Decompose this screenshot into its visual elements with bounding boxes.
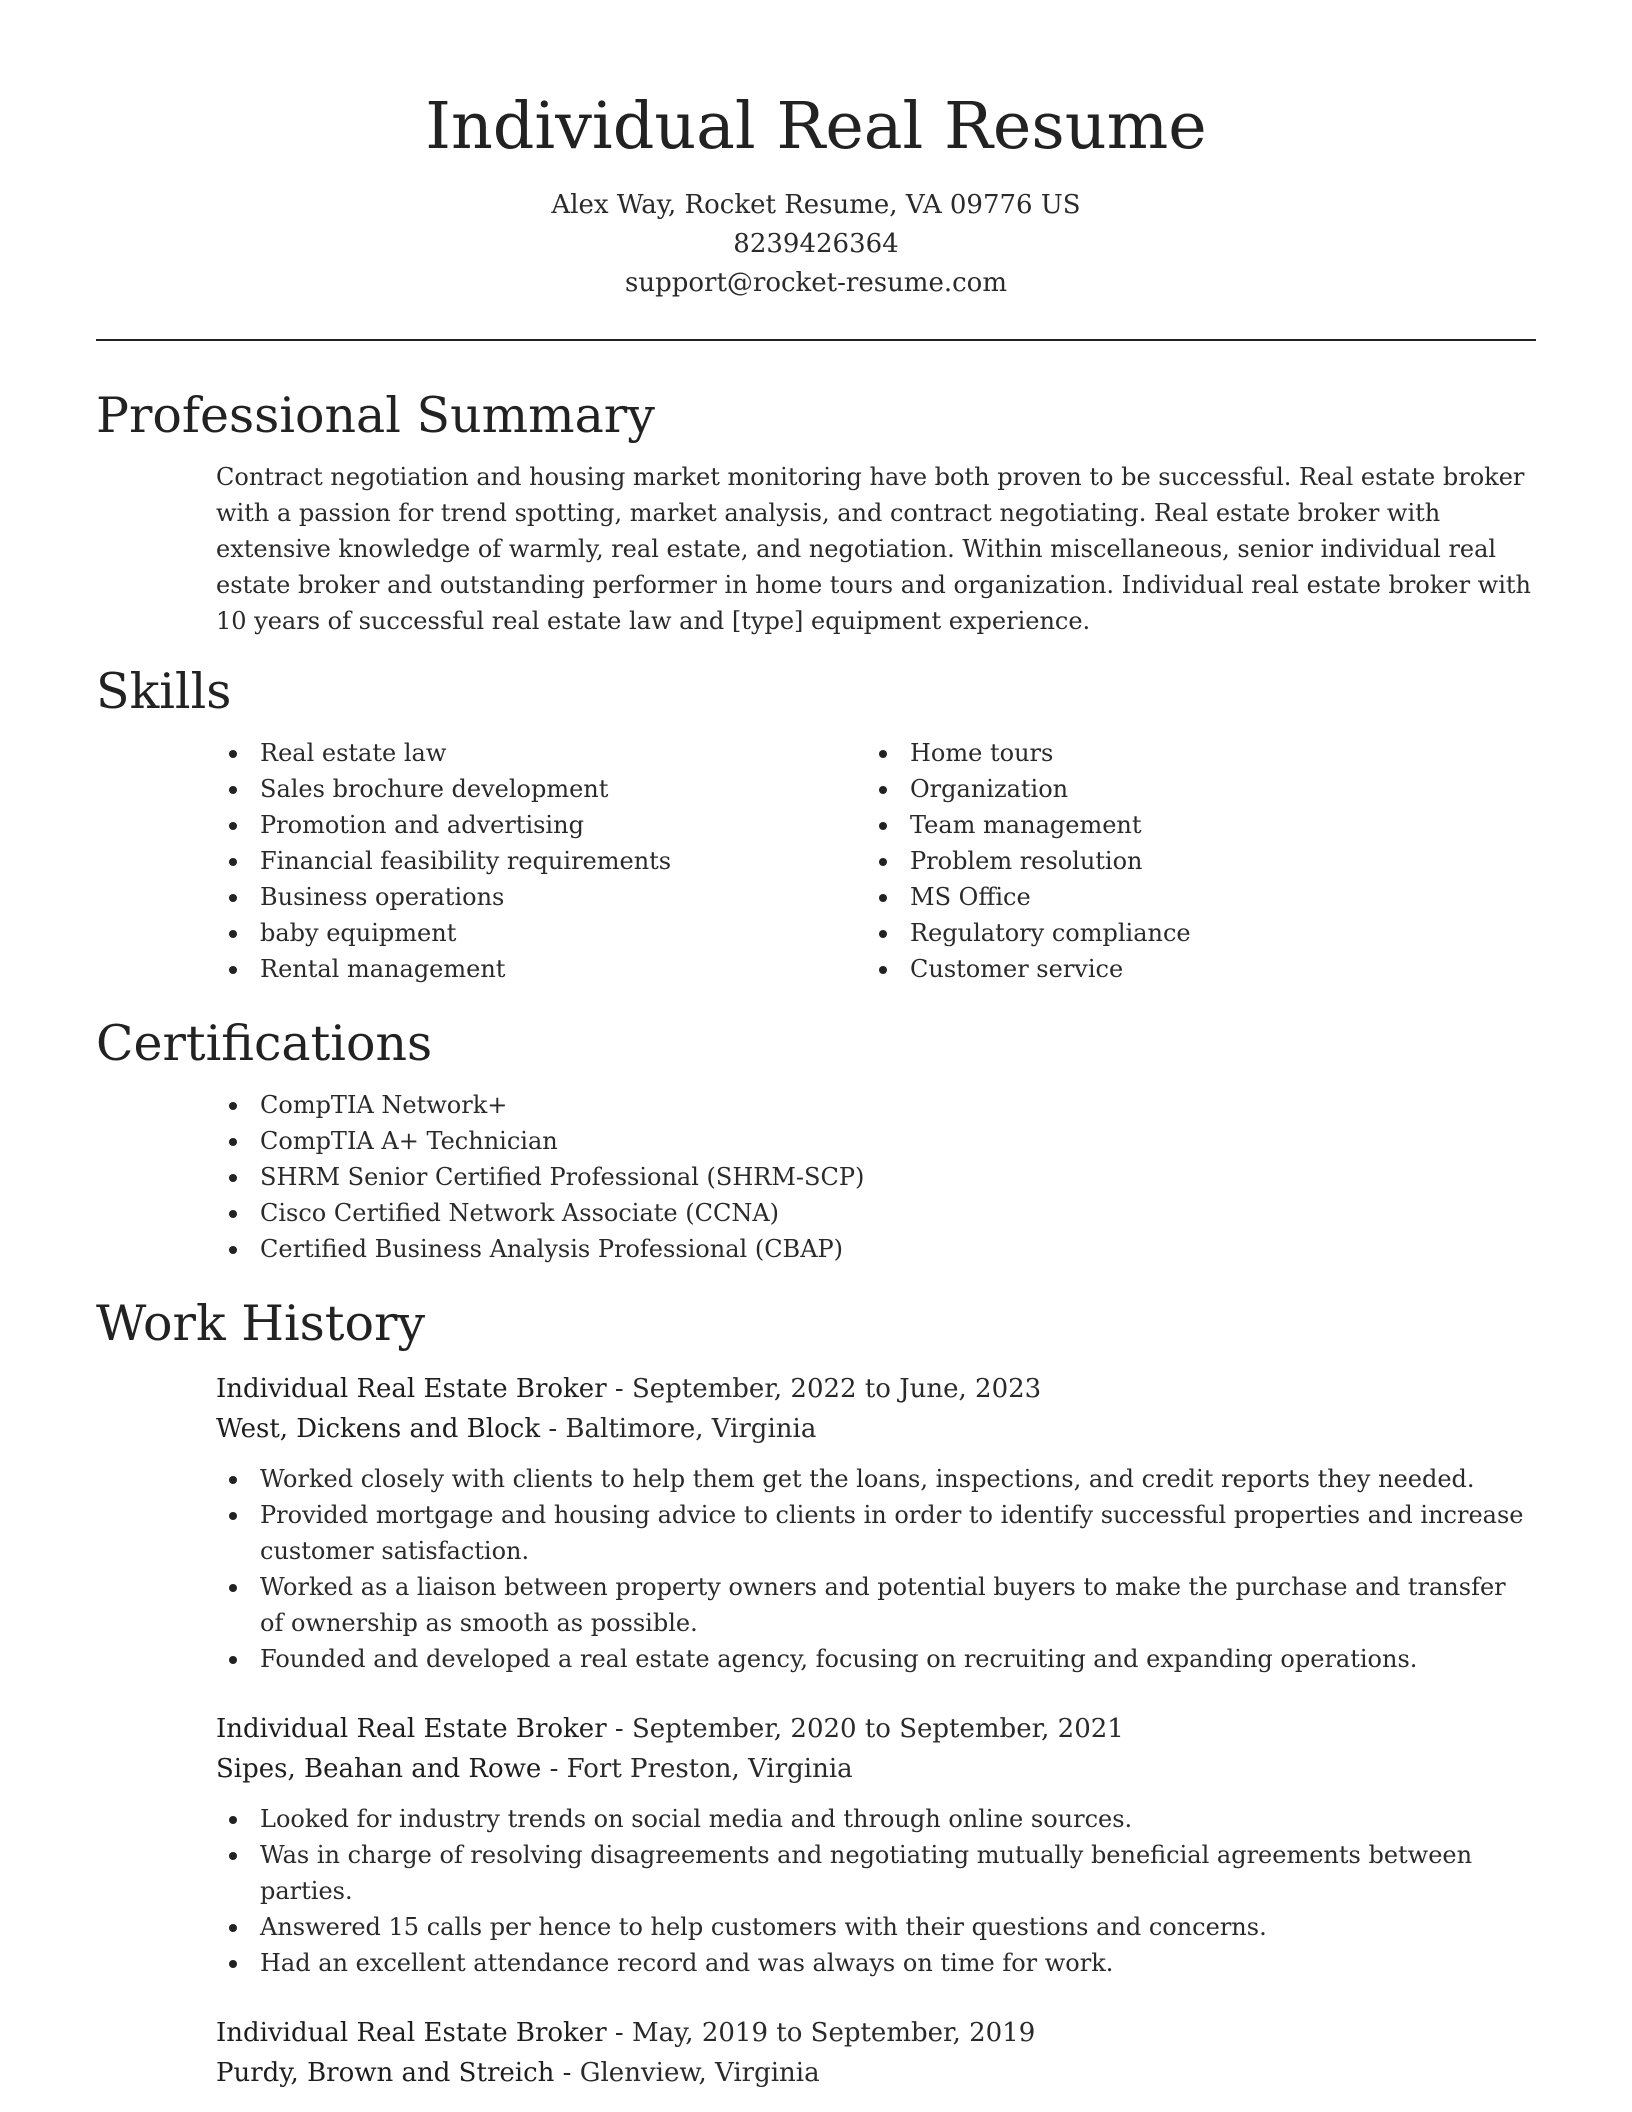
contact-email: support@rocket-resume.com	[624, 268, 1007, 298]
certification-item: CompTIA Network+	[216, 1087, 1536, 1123]
job-company-line: West, Dickens and Block - Baltimore, Virginia	[216, 1414, 817, 1444]
work-history-heading: Work History	[96, 1295, 426, 1352]
job-location: Glenview, Virginia	[579, 2058, 820, 2088]
resume-title: Individual Real Resume	[425, 89, 1207, 164]
job-bullets	[216, 1801, 1536, 1981]
header-divider	[96, 339, 1536, 341]
skill-item: Problem resolution	[866, 843, 1466, 879]
job-bullet: Worked as a liaison between property owners and potential buyers to make the purchase and transfer of ownership as smooth as possible.	[216, 1569, 1536, 1641]
job-bullet: Was in charge of resolving disagreements and negotiating mutually beneficial agreements between parties.	[216, 1837, 1536, 1909]
skills-heading: Skills	[96, 663, 232, 720]
skill-item: baby equipment	[216, 915, 866, 951]
skill-item: Rental management	[216, 951, 866, 987]
resume-header	[96, 0, 1536, 303]
job-company-line: Sipes, Beahan and Rowe - Fort Preston, Virginia	[216, 1754, 853, 1784]
job-bullets	[216, 1461, 1536, 1677]
certification-item: Certified Business Analysis Professional (CBAP)	[216, 1231, 1536, 1267]
job-company: West, Dickens and Block	[216, 1414, 541, 1444]
job-dates: September, 2022 to June, 2023	[631, 1374, 1042, 1404]
summary-section	[96, 381, 1536, 639]
skill-item: Sales brochure development	[216, 771, 866, 807]
skill-item: Home tours	[866, 735, 1466, 771]
skill-item: Organization	[866, 771, 1466, 807]
certifications-list	[216, 1087, 1536, 1267]
job-bullet: Provided mortgage and housing advice to clients in order to identify successful properties and increase customer satisfaction.	[216, 1497, 1536, 1569]
skills-list-right	[866, 735, 1466, 987]
summary-text: Contract negotiation and housing market monitoring have both proven to be successful. Real estate broker with a passion for trend spotting, market analysis, and contract negotiating. Real estate broker with extensive knowledge of warmly, real estate, and negotiation. Within miscellaneous, senior individual real estate broker and outstanding performer in home tours and organization. Individual real estate broker with 10 years of successful real estate law and [type] equipment experience.	[216, 463, 1531, 635]
job-title-line: Individual Real Estate Broker - September, 2022 to June, 2023	[216, 1374, 1042, 1404]
job-bullet: Looked for industry trends on social media and through online sources.	[216, 1801, 1536, 1837]
job-company: Sipes, Beahan and Rowe	[216, 1754, 542, 1784]
job-location: Baltimore, Virginia	[565, 1414, 817, 1444]
job-location: Fort Preston, Virginia	[566, 1754, 853, 1784]
contact-phone: 8239426364	[733, 229, 899, 259]
contact-address: Alex Way, Rocket Resume, VA 09776 US	[551, 190, 1081, 220]
job-dates: May, 2019 to September, 2019	[631, 2018, 1036, 2048]
summary-heading: Professional Summary	[96, 387, 655, 444]
job-title: Individual Real Estate Broker	[216, 1374, 607, 1404]
work-history-section	[96, 1289, 1536, 2093]
job-bullet: Answered 15 calls per hence to help customers with their questions and concerns.	[216, 1909, 1536, 1945]
certification-item: SHRM Senior Certified Professional (SHRM-SCP)	[216, 1159, 1536, 1195]
certification-item: Cisco Certified Network Associate (CCNA)	[216, 1195, 1536, 1231]
job-entry	[216, 1369, 1536, 1677]
skills-list-left	[216, 735, 866, 987]
job-title-line: Individual Real Estate Broker - May, 2019 to September, 2019	[216, 2018, 1036, 2048]
job-title: Individual Real Estate Broker	[216, 2018, 607, 2048]
contact-block	[96, 186, 1536, 303]
job-dates: September, 2020 to September, 2021	[631, 1714, 1124, 1744]
job-bullet: Worked closely with clients to help them get the loans, inspections, and credit reports they needed.	[216, 1461, 1536, 1497]
job-title: Individual Real Estate Broker	[216, 1714, 607, 1744]
skill-item: Promotion and advertising	[216, 807, 866, 843]
resume-page	[96, 0, 1536, 2112]
skill-item: Team management	[866, 807, 1466, 843]
job-bullet: Had an excellent attendance record and was always on time for work.	[216, 1945, 1536, 1981]
skills-columns	[96, 735, 1536, 987]
certification-item: CompTIA A+ Technician	[216, 1123, 1536, 1159]
skill-item: MS Office	[866, 879, 1466, 915]
job-entry	[216, 2013, 1536, 2093]
skill-item: Business operations	[216, 879, 866, 915]
skill-item: Customer service	[866, 951, 1466, 987]
job-title-line: Individual Real Estate Broker - September, 2020 to September, 2021	[216, 1714, 1124, 1744]
skills-section	[96, 657, 1536, 987]
skill-item: Real estate law	[216, 735, 866, 771]
job-bullet: Founded and developed a real estate agency, focusing on recruiting and expanding operations.	[216, 1641, 1536, 1677]
job-company: Purdy, Brown and Streich	[216, 2058, 555, 2088]
skill-item: Regulatory compliance	[866, 915, 1466, 951]
certifications-section	[96, 1009, 1536, 1267]
certifications-heading: Certifications	[96, 1015, 433, 1072]
job-entry	[216, 1709, 1536, 1981]
skill-item: Financial feasibility requirements	[216, 843, 866, 879]
job-company-line: Purdy, Brown and Streich - Glenview, Virginia	[216, 2058, 820, 2088]
